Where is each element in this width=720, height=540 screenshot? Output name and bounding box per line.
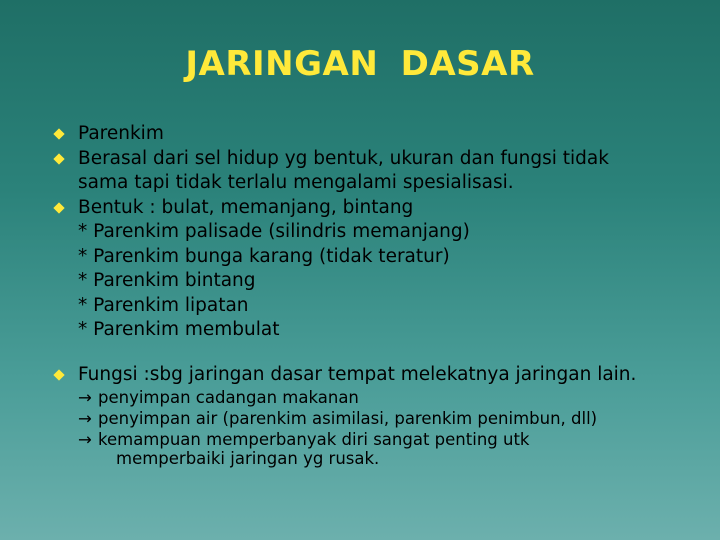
arrow-right-icon: → bbox=[78, 429, 92, 449]
bullet-text: Bentuk : bulat, memanjang, bintang bbox=[78, 196, 414, 218]
bullet-text: Parenkim bbox=[78, 123, 164, 144]
arrow-right-icon: → bbox=[78, 408, 92, 428]
diamond-bullet-icon bbox=[53, 369, 64, 380]
sub-list-item: * Parenkim palisade (silindris memanjang) bbox=[78, 221, 470, 242]
bullet-item-bentuk bbox=[52, 196, 702, 221]
bullet-text: Fungsi :sbg jaringan dasar tempat melekatnya jaringan lain. bbox=[78, 363, 637, 385]
sub-list-item: * Parenkim bintang bbox=[78, 270, 256, 291]
function-text: penyimpan air (parenkim asimilasi, parenkim penimbun, dll) bbox=[98, 408, 598, 428]
function-text-continuation: memperbaiki jaringan yg rusak. bbox=[116, 448, 380, 468]
bullet-text-continuation: sama tapi tidak terlalu mengalami spesialisasi. bbox=[78, 172, 514, 193]
sub-list bbox=[52, 220, 702, 343]
function-text: penyimpan cadangan makanan bbox=[98, 387, 359, 407]
function-item bbox=[52, 429, 702, 450]
function-text: kemampuan memperbanyak diri sangat penting utk bbox=[98, 429, 530, 449]
bullet-item-parenkim bbox=[52, 122, 702, 147]
bullet-item-fungsi bbox=[52, 363, 702, 387]
diamond-bullet-icon bbox=[53, 128, 64, 139]
function-item bbox=[52, 408, 702, 429]
sub-list-item: * Parenkim membulat bbox=[78, 319, 280, 340]
arrow-right-icon: → bbox=[78, 387, 92, 407]
sub-list-item: * Parenkim bunga karang (tidak teratur) bbox=[78, 245, 450, 267]
slide-content bbox=[52, 122, 702, 467]
sub-list-item: * Parenkim lipatan bbox=[78, 294, 249, 316]
slide-title: JARINGAN DASAR bbox=[185, 44, 535, 84]
function-item bbox=[52, 387, 702, 408]
bullet-item-berasal bbox=[52, 147, 702, 196]
diamond-bullet-icon bbox=[53, 153, 64, 164]
bullet-text: Berasal dari sel hidup yg bentuk, ukuran dan fungsi tidak bbox=[78, 147, 609, 169]
diamond-bullet-icon bbox=[53, 202, 64, 213]
